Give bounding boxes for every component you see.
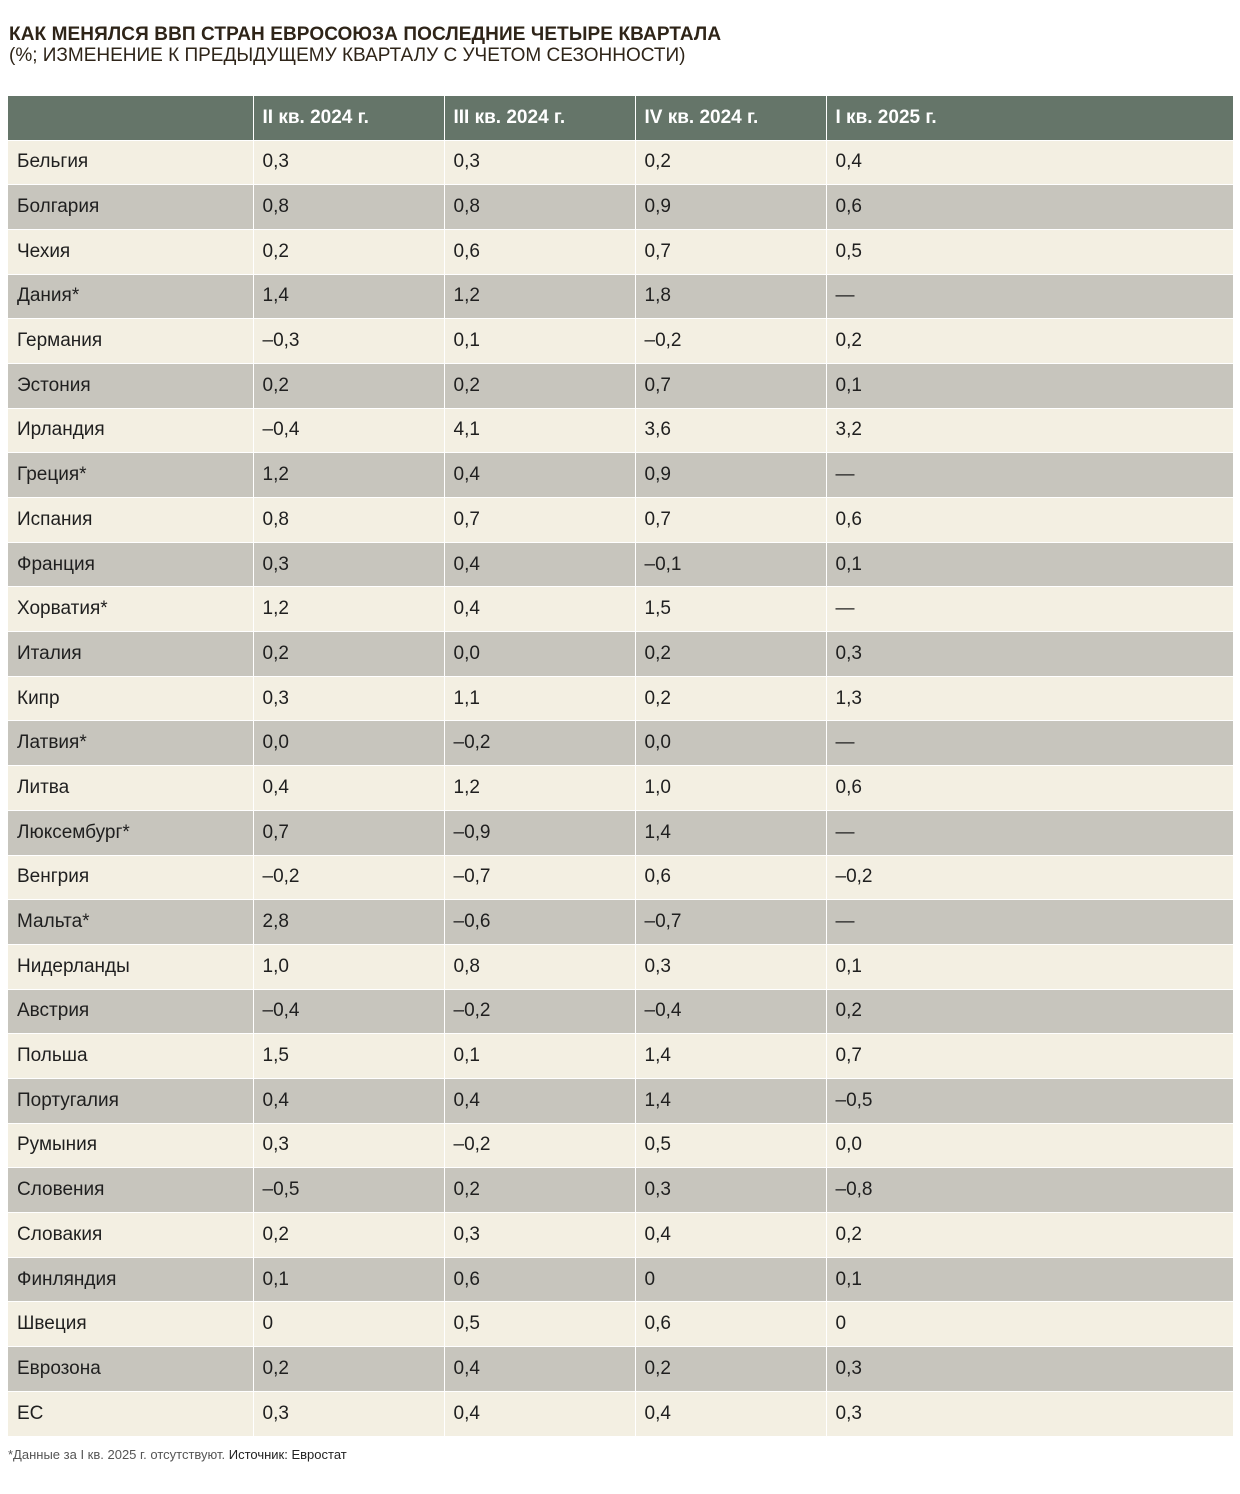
value-cell: 0,7 (635, 363, 826, 408)
table-row (8, 766, 1233, 811)
table-header-row (8, 96, 1233, 140)
country-cell: Словакия (8, 1213, 253, 1258)
value-cell: 1,2 (444, 766, 635, 811)
table-row (8, 1347, 1233, 1392)
value-cell: 0,2 (253, 1347, 444, 1392)
table-row (8, 319, 1233, 364)
country-cell: Эстония (8, 363, 253, 408)
value-cell: — (835, 911, 855, 933)
value-cell: 0,0 (635, 721, 826, 766)
value-cell: 0,4 (835, 151, 862, 173)
value-cell: –0,8 (835, 1179, 873, 1201)
value-cell: –0,7 (635, 900, 826, 945)
value-cell: 1,2 (444, 274, 635, 319)
value-cell: –0,1 (635, 542, 826, 587)
country-cell: Латвия* (8, 721, 253, 766)
value-cell: –0,2 (444, 1123, 635, 1168)
value-cell: 0,7 (253, 810, 444, 855)
value-cell: 0,2 (835, 330, 862, 352)
value-cell: 1,5 (635, 587, 826, 632)
value-cell: 0,7 (835, 1045, 862, 1067)
table-row (8, 542, 1233, 587)
value-cell: 0,0 (253, 721, 444, 766)
country-cell: Румыния (8, 1123, 253, 1168)
value-cell: 0,4 (444, 542, 635, 587)
value-cell: 1,3 (835, 687, 862, 709)
country-cell: Греция* (8, 453, 253, 498)
value-cell: 0,4 (253, 766, 444, 811)
value-cell: 1,2 (253, 587, 444, 632)
table-row (8, 1391, 1233, 1436)
value-cell: 0,3 (253, 676, 444, 721)
value-cell: 0,8 (253, 498, 444, 543)
value-cell: 0,1 (835, 374, 862, 396)
country-cell: Мальта* (8, 900, 253, 945)
value-cell: 1,5 (253, 1034, 444, 1079)
value-cell: 0,2 (253, 632, 444, 677)
value-cell: 0,0 (835, 1134, 862, 1156)
value-cell: 0 (253, 1302, 444, 1347)
value-cell: 0,3 (253, 542, 444, 587)
country-cell: Литва (8, 766, 253, 811)
country-cell: Еврозона (8, 1347, 253, 1392)
table-row (8, 1257, 1233, 1302)
value-cell: — (835, 821, 855, 843)
value-cell: –0,2 (835, 866, 873, 888)
value-cell: 0,4 (635, 1213, 826, 1258)
table-row (8, 810, 1233, 855)
chart-subtitle: (%; ИЗМЕНЕНИЕ К ПРЕДЫДУЩЕМУ КВАРТАЛУ С УЧЕТОМ СЕЗОННОСТИ) (9, 45, 686, 66)
value-cell: 3,2 (835, 419, 862, 441)
value-cell: 0,3 (253, 1391, 444, 1436)
country-cell: Австрия (8, 989, 253, 1034)
table-row (8, 408, 1233, 453)
value-cell: 0,5 (835, 240, 862, 262)
country-cell: Италия (8, 632, 253, 677)
value-cell: 0,4 (444, 1347, 635, 1392)
country-cell: ЕС (8, 1391, 253, 1436)
value-cell: 0,2 (835, 1000, 862, 1022)
table-row (8, 363, 1233, 408)
country-cell: Люксембург* (8, 810, 253, 855)
country-cell: Словения (8, 1168, 253, 1213)
value-cell: 1,8 (635, 274, 826, 319)
value-cell: –0,3 (253, 319, 444, 364)
value-cell: 0,5 (635, 1123, 826, 1168)
value-cell: 0,8 (444, 944, 635, 989)
value-cell: — (835, 285, 855, 307)
value-cell: 0,3 (835, 642, 862, 664)
value-cell: 0,1 (444, 319, 635, 364)
value-cell: 0,2 (635, 1347, 826, 1392)
table-row (8, 1168, 1233, 1213)
value-cell: 0,2 (444, 1168, 635, 1213)
country-cell: Польша (8, 1034, 253, 1079)
table-row (8, 1213, 1233, 1258)
value-cell: 0,9 (635, 185, 826, 230)
column-header-country (8, 96, 253, 140)
chart-title: КАК МЕНЯЛСЯ ВВП СТРАН ЕВРОСОЮЗА ПОСЛЕДНИЕ ЧЕТЫРЕ КВАРТАЛА (9, 24, 722, 45)
value-cell: 0,6 (635, 1302, 826, 1347)
footnote-text: *Данные за I кв. 2025 г. отсутствуют. (8, 1447, 226, 1462)
value-cell: –0,2 (444, 989, 635, 1034)
value-cell: –0,6 (444, 900, 635, 945)
value-cell: — (835, 598, 855, 620)
country-cell: Испания (8, 498, 253, 543)
table-body (8, 140, 1233, 1436)
value-cell: 0,7 (444, 498, 635, 543)
value-cell: 0,6 (835, 508, 862, 530)
value-cell: 0,9 (635, 453, 826, 498)
table-row (8, 1078, 1233, 1123)
column-header-quarter: II кв. 2024 г. (253, 96, 444, 140)
value-cell: 0,2 (635, 140, 826, 185)
value-cell: –0,2 (253, 855, 444, 900)
column-header-quarter: I кв. 2025 г. (835, 106, 937, 128)
country-cell: Венгрия (8, 855, 253, 900)
gdp-table (8, 96, 1233, 1436)
value-cell: — (835, 732, 855, 754)
country-cell: Нидерланды (8, 944, 253, 989)
value-cell: 0,3 (444, 1213, 635, 1258)
value-cell: 0,2 (635, 632, 826, 677)
table-row (8, 855, 1233, 900)
country-cell: Германия (8, 319, 253, 364)
value-cell: 0,4 (253, 1078, 444, 1123)
value-cell: 0,3 (635, 1168, 826, 1213)
value-cell: 4,1 (444, 408, 635, 453)
table-row (8, 900, 1233, 945)
value-cell: 0,6 (635, 855, 826, 900)
value-cell: 0,3 (444, 140, 635, 185)
value-cell: 1,0 (635, 766, 826, 811)
column-header-quarter: IV кв. 2024 г. (635, 96, 826, 140)
country-cell: Ирландия (8, 408, 253, 453)
value-cell: 0,1 (253, 1257, 444, 1302)
value-cell: 0,8 (444, 185, 635, 230)
country-cell: Кипр (8, 676, 253, 721)
value-cell: 0,3 (635, 944, 826, 989)
value-cell: 1,0 (253, 944, 444, 989)
value-cell: –0,2 (635, 319, 826, 364)
country-cell: Португалия (8, 1078, 253, 1123)
value-cell: 0,2 (835, 1223, 862, 1245)
value-cell: 1,1 (444, 676, 635, 721)
value-cell: 0,6 (444, 1257, 635, 1302)
table-row (8, 1034, 1233, 1079)
value-cell: — (835, 464, 855, 486)
country-cell: Дания* (8, 274, 253, 319)
country-cell: Франция (8, 542, 253, 587)
value-cell: 0,3 (253, 140, 444, 185)
value-cell: 0,6 (835, 196, 862, 218)
table-row (8, 632, 1233, 677)
country-cell: Бельгия (8, 140, 253, 185)
table-row (8, 944, 1233, 989)
value-cell: –0,2 (444, 721, 635, 766)
table-row (8, 1123, 1233, 1168)
value-cell: 0,4 (444, 1078, 635, 1123)
table-row (8, 721, 1233, 766)
value-cell: 0,5 (444, 1302, 635, 1347)
value-cell: 0,3 (835, 1357, 862, 1379)
value-cell: 0,7 (635, 498, 826, 543)
table-row (8, 1302, 1233, 1347)
value-cell: 0,2 (253, 363, 444, 408)
column-header-quarter: III кв. 2024 г. (444, 96, 635, 140)
country-cell: Финляндия (8, 1257, 253, 1302)
value-cell: –0,4 (253, 989, 444, 1034)
table-row (8, 185, 1233, 230)
value-cell: 0,2 (253, 229, 444, 274)
value-cell: 0,6 (835, 776, 862, 798)
source-text: Источник: Евростат (228, 1447, 347, 1462)
value-cell: 1,4 (635, 1078, 826, 1123)
value-cell: 0,3 (253, 1123, 444, 1168)
value-cell: 0,1 (835, 1268, 862, 1290)
value-cell: 0,2 (253, 1213, 444, 1258)
value-cell: 0 (835, 1313, 847, 1335)
value-cell: –0,7 (444, 855, 635, 900)
value-cell: 0,0 (444, 632, 635, 677)
value-cell: 0,4 (444, 587, 635, 632)
value-cell: 0,8 (253, 185, 444, 230)
footnote (8, 1447, 347, 1462)
value-cell: 0,1 (835, 553, 862, 575)
table-row (8, 676, 1233, 721)
value-cell: 3,6 (635, 408, 826, 453)
country-cell: Чехия (8, 229, 253, 274)
value-cell: 0,1 (835, 955, 862, 977)
value-cell: 0,4 (444, 1391, 635, 1436)
value-cell: 0,4 (635, 1391, 826, 1436)
value-cell: 1,4 (635, 810, 826, 855)
value-cell: 0,2 (635, 676, 826, 721)
value-cell: 1,2 (253, 453, 444, 498)
table-row (8, 274, 1233, 319)
value-cell: –0,4 (635, 989, 826, 1034)
value-cell: 0,7 (635, 229, 826, 274)
country-cell: Хорватия* (8, 587, 253, 632)
value-cell: 2,8 (253, 900, 444, 945)
gdp-table-container (8, 96, 1233, 1436)
value-cell: 0,1 (444, 1034, 635, 1079)
value-cell: 0,6 (444, 229, 635, 274)
value-cell: 1,4 (635, 1034, 826, 1079)
table-row (8, 229, 1233, 274)
country-cell: Болгария (8, 185, 253, 230)
country-cell: Швеция (8, 1302, 253, 1347)
table-row (8, 587, 1233, 632)
value-cell: 0,4 (444, 453, 635, 498)
table-row (8, 140, 1233, 185)
value-cell: –0,9 (444, 810, 635, 855)
value-cell: 0 (635, 1257, 826, 1302)
value-cell: 0,2 (444, 363, 635, 408)
value-cell: 1,4 (253, 274, 444, 319)
value-cell: 0,3 (835, 1402, 862, 1424)
table-row (8, 498, 1233, 543)
value-cell: –0,5 (835, 1089, 873, 1111)
value-cell: –0,4 (253, 408, 444, 453)
table-row (8, 453, 1233, 498)
table-row (8, 989, 1233, 1034)
value-cell: –0,5 (253, 1168, 444, 1213)
